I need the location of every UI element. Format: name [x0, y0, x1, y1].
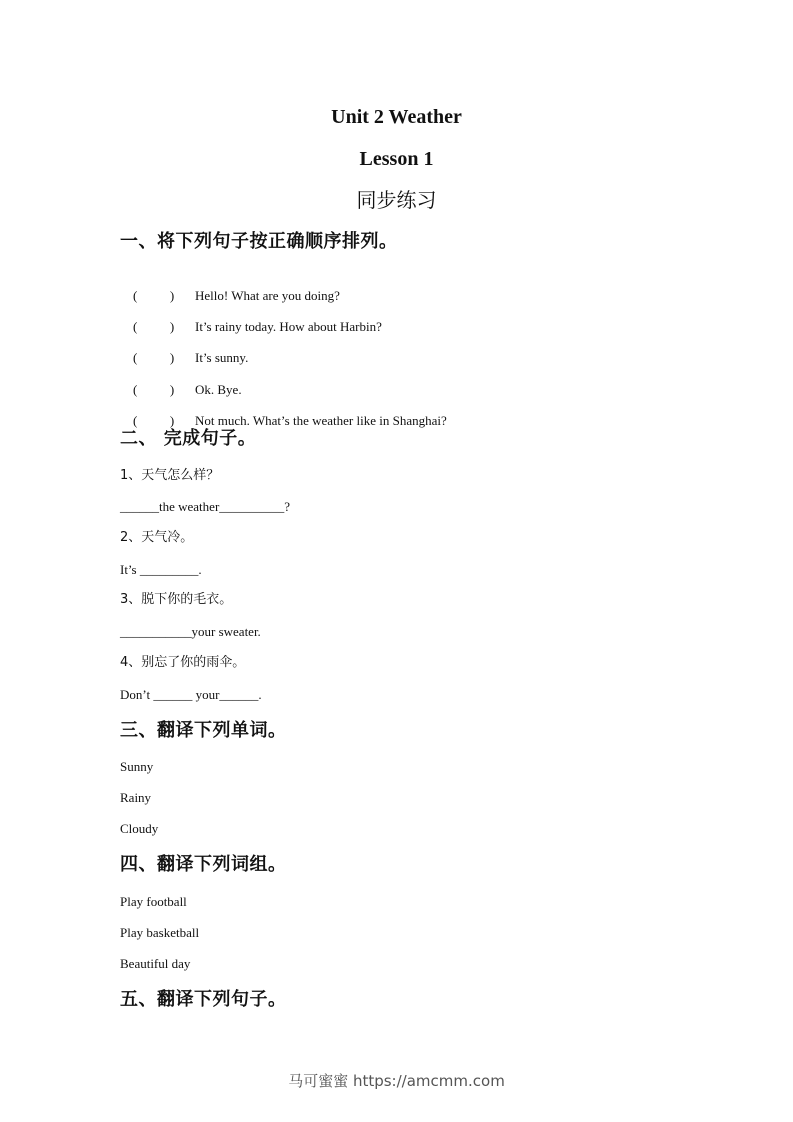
- answer-blank[interactable]: ( ): [133, 382, 175, 397]
- answer-blank[interactable]: ( ): [133, 319, 175, 334]
- sentence-answer-line[interactable]: ___________your sweater.: [120, 624, 261, 639]
- vocab-word: Cloudy: [120, 821, 159, 836]
- sentence-prompt: 4、别忘了你的雨伞。: [120, 655, 246, 670]
- vocab-word: Sunny: [120, 759, 154, 774]
- vocab-phrase: Beautiful day: [120, 956, 191, 971]
- sentence-answer-line[interactable]: Don’t ______ your______.: [120, 687, 262, 702]
- sentence-answer-line[interactable]: ______the weather__________?: [120, 499, 291, 514]
- sentence-answer-line[interactable]: It’s _________.: [120, 562, 202, 577]
- ordering-sentence: It’s rainy today. How about Harbin?: [195, 319, 382, 334]
- answer-blank[interactable]: ( ): [133, 413, 175, 428]
- worksheet-subtitle: 同步练习: [356, 188, 437, 212]
- section-2-heading: 二、 完成句子。: [120, 428, 257, 449]
- sentence-prompt: 3、脱下你的毛衣。: [120, 592, 233, 607]
- sentence-prompt: 2、天气冷。: [120, 530, 194, 545]
- answer-blank[interactable]: ( ): [133, 288, 175, 303]
- answer-blank[interactable]: ( ): [133, 350, 175, 365]
- ordering-sentence: Hello! What are you doing?: [195, 288, 340, 303]
- section-3-heading: 三、翻译下列单词。: [120, 720, 287, 741]
- vocab-word: Rainy: [120, 790, 152, 805]
- ordering-sentence: It’s sunny.: [195, 350, 249, 365]
- lesson-title: Lesson 1: [359, 148, 434, 170]
- ordering-sentence: Not much. What’s the weather like in Shanghai?: [195, 413, 447, 428]
- section-1-heading: 一、将下列句子按正确顺序排列。: [120, 231, 398, 252]
- vocab-phrase: Play basketball: [120, 925, 200, 940]
- vocab-phrase: Play football: [120, 894, 187, 909]
- ordering-sentence: Ok. Bye.: [195, 382, 242, 397]
- section-4-heading: 四、翻译下列词组。: [120, 854, 287, 875]
- page-title: Unit 2 Weather: [331, 106, 462, 128]
- footer-watermark: 马可蜜蜜 https://amcmm.com: [288, 1072, 505, 1090]
- section-5-heading: 五、翻译下列句子。: [120, 989, 287, 1010]
- sentence-prompt: 1、天气怎么样？: [120, 468, 220, 483]
